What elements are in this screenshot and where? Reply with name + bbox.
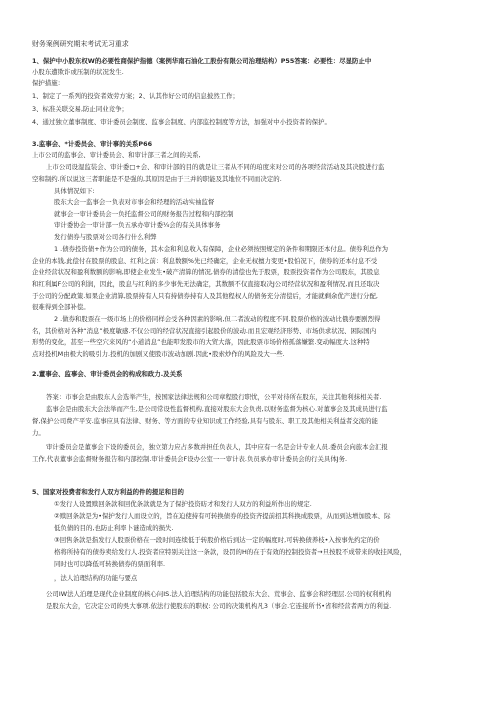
paragraph-line: 是股东大会，它决定公司的吳大事项.依法行使股东的职权: 公司的决策机构凡3（事会.它连接所书•省和经营者两方的利益. — [46, 602, 392, 610]
subheading-line: 发行债券与股票对公司各行什么利弊 — [54, 233, 157, 241]
measures-label: 保护措施： — [32, 79, 65, 87]
paragraph-line: 名，其价格对各种“消息”极度敏感.不仅公司的经营状况直接引起股价的波动.而且宏观经济形势、市场供求状况、困际国内 — [32, 327, 377, 335]
section-1-heading-cont: 小股东遭欺诈或压制的状况发生. — [32, 68, 124, 76]
measure-item: 1、制定了一系列的投资者效劳方案；2、认其作好公司的信息披然工作； — [32, 92, 239, 100]
paragraph-line: 企业经营状况和盈利数额的影响,即使企业发生•破产清算的情况,债券的清偿也先于股票，股票投资者作为公司股东，其股息 — [32, 268, 380, 276]
paragraph-line: 很难得到全部补偿。 — [32, 303, 90, 311]
paragraph-line: ②赎回条款是为•保护发行人而设立的，旨在迫使持有可转换债券的投资齐提前招其科换成股票，从而到达增加股本、际 — [54, 512, 391, 520]
paragraph-line: 1 .债券投资债+作为公司的债务，其木金和利息收入有保障，企业必须按照规定的条件和期限还本付息。债券利总作为 — [54, 245, 389, 253]
paragraph-line: 于公司的分配政策.如果企业清算,股票持有人只有持债券持有人及其他程权人的债务充分清偿后，才能就剩余优产进行分配, — [32, 292, 378, 300]
paragraph-line: 公司IW法人泊理是现代企业制度的核心问IS.法人泊理结构的功能包括股东大会、荒事会、监事会和经理层.公司的权利机构 — [46, 590, 392, 598]
paragraph-line: 工作,代表董事会监督财务报告和内部控制.审计委员会F设办公室一一审计表.负员承办审计委员会的行关具体J务. — [32, 455, 348, 463]
paragraph-line: 形势的变化，甚至一些空穴来风的“小道消息”也能叩发股市的大贸大落，因此股票市场价格孤落嫌繁.变动幅度大.这种特 — [32, 338, 370, 346]
section-1-heading: 1、保护中小股东权W的必要性商保护指德（案例华南石油化工股份有限公司治理结构）P55答案：必要性：尽显防止中 — [32, 57, 372, 65]
paragraph-line: 格将所持有的债券卖给发行人.投资者应特别关注这一条款，设罚的H的在于有效的控制投资者→旦按股不成带来的收挂风险， — [54, 548, 407, 556]
relation-line: 审计委协会一审计部一负五承办审计委¼会的有关具体事务 — [54, 221, 221, 229]
paragraph-line: 和红利属F公司的利润，因此，股息与红利的多少事先无法确定，其数额不仅直接取决J公司经营状况和盈利情况,而且还取决 — [32, 280, 380, 288]
section-3-heading: 3.监事会、*计委员会、审计事的关系P66 — [32, 140, 153, 148]
paragraph-line: ①发行人设置赎回条款和回优条款就是为了保护投资昉才和发行人双方的利益所作出的规定. — [54, 500, 312, 508]
paragraph-line: 督,保护公司费产平安.监事应具有法律、财务、等方面的专业知识或工作经验,具有与股东、职工及其他相关利益者交流的能 — [32, 417, 378, 425]
subheading-line: ，法人泊理结构的功能与要点 — [54, 574, 138, 582]
measure-item: 3、标准关联交易,防止同业竞争； — [32, 105, 128, 113]
paragraph-line: ③回售条款是指发行人股票价格在一段时间连续低于转股价格后到达一定的幅度时,可转换债养枝•入按事先约定的价 — [54, 536, 380, 544]
paragraph-line: 点对投机M由极大的吸引力.投机的加剧又使股市波动加剧.因此•股索炒作的风险及大一些. — [32, 350, 285, 358]
paragraph-line: 审计委员会是董事会下设的委员会，独立第力应占多数并担任负表人，其中应有一名是会计专业人员.委员会向旅本会汇报 — [46, 443, 388, 451]
paragraph-line: 监事会是由股东大会法举而产生,是公司常设性监督机构,直接对股东大会负责,以财务监督为核心.对董事会及其成员进行监 — [46, 405, 388, 413]
document-title: 财务案例研究期末考试无习重求 — [32, 40, 129, 48]
paragraph-line: 空和制约.所以说这三者职能是不是强的,其原因是由于三并的职能及其地位不同而决定的. — [32, 175, 282, 183]
paragraph-line: 2 .做券和股票在一级市场上的价格同样会受各种因素的影响,但二者波动的程度不同.股票价格的波动比俄券要剧烈得 — [54, 315, 381, 323]
paragraph-line: 答案：市事会是由股东人会选举产生，按国家法律法规和公司章程股行职忧，公平对待所在股东，关注其他利抹相关者. — [46, 393, 382, 401]
paragraph-line: 力。 — [32, 429, 45, 437]
paragraph-line: 上市公司设湿监装会、审计委□+会、和审计部的目的就是让三者从不同的珀度来对公司的各项经营活动及其决股进行监 — [46, 163, 385, 171]
relation-line: 股东大会一监事会一负表对市事会和经理的活动实袖监督 — [54, 198, 215, 206]
section-2-heading: 2.董事会、监事会、审计委员会的构成和政力.及关系 — [32, 370, 183, 378]
paragraph-line: 同时也可以降低可转换债券的票面利率. — [54, 560, 166, 568]
paragraph-line: 企业的本钱,此偿付在股票的股息、红利之前：利息数额%先已经确定，企业无权擅力变更•股怕况下，债券的还本付息不受 — [32, 257, 378, 265]
measure-item: 4、通过独立董事制度、审计委员会制度、监事会制度、内部监控制度等方法，加强对中小投资者的保护。 — [32, 118, 331, 126]
paragraph-line: 低负债的目的,也防止利率卜谜造成的损失. — [54, 524, 174, 532]
relation-line: 就事会一审计委员会一负托监督公司的财务报告过程和内部控制 — [54, 210, 234, 218]
paragraph-line: 上市公司的监事会、审计委员会、和审计部三者之间的关系, — [32, 151, 201, 159]
paragraph-line: 具体情况如下: — [54, 187, 95, 195]
section-5-heading: 5、国家对投费者和发行人双方利益的件的提足和目的 — [32, 488, 184, 496]
